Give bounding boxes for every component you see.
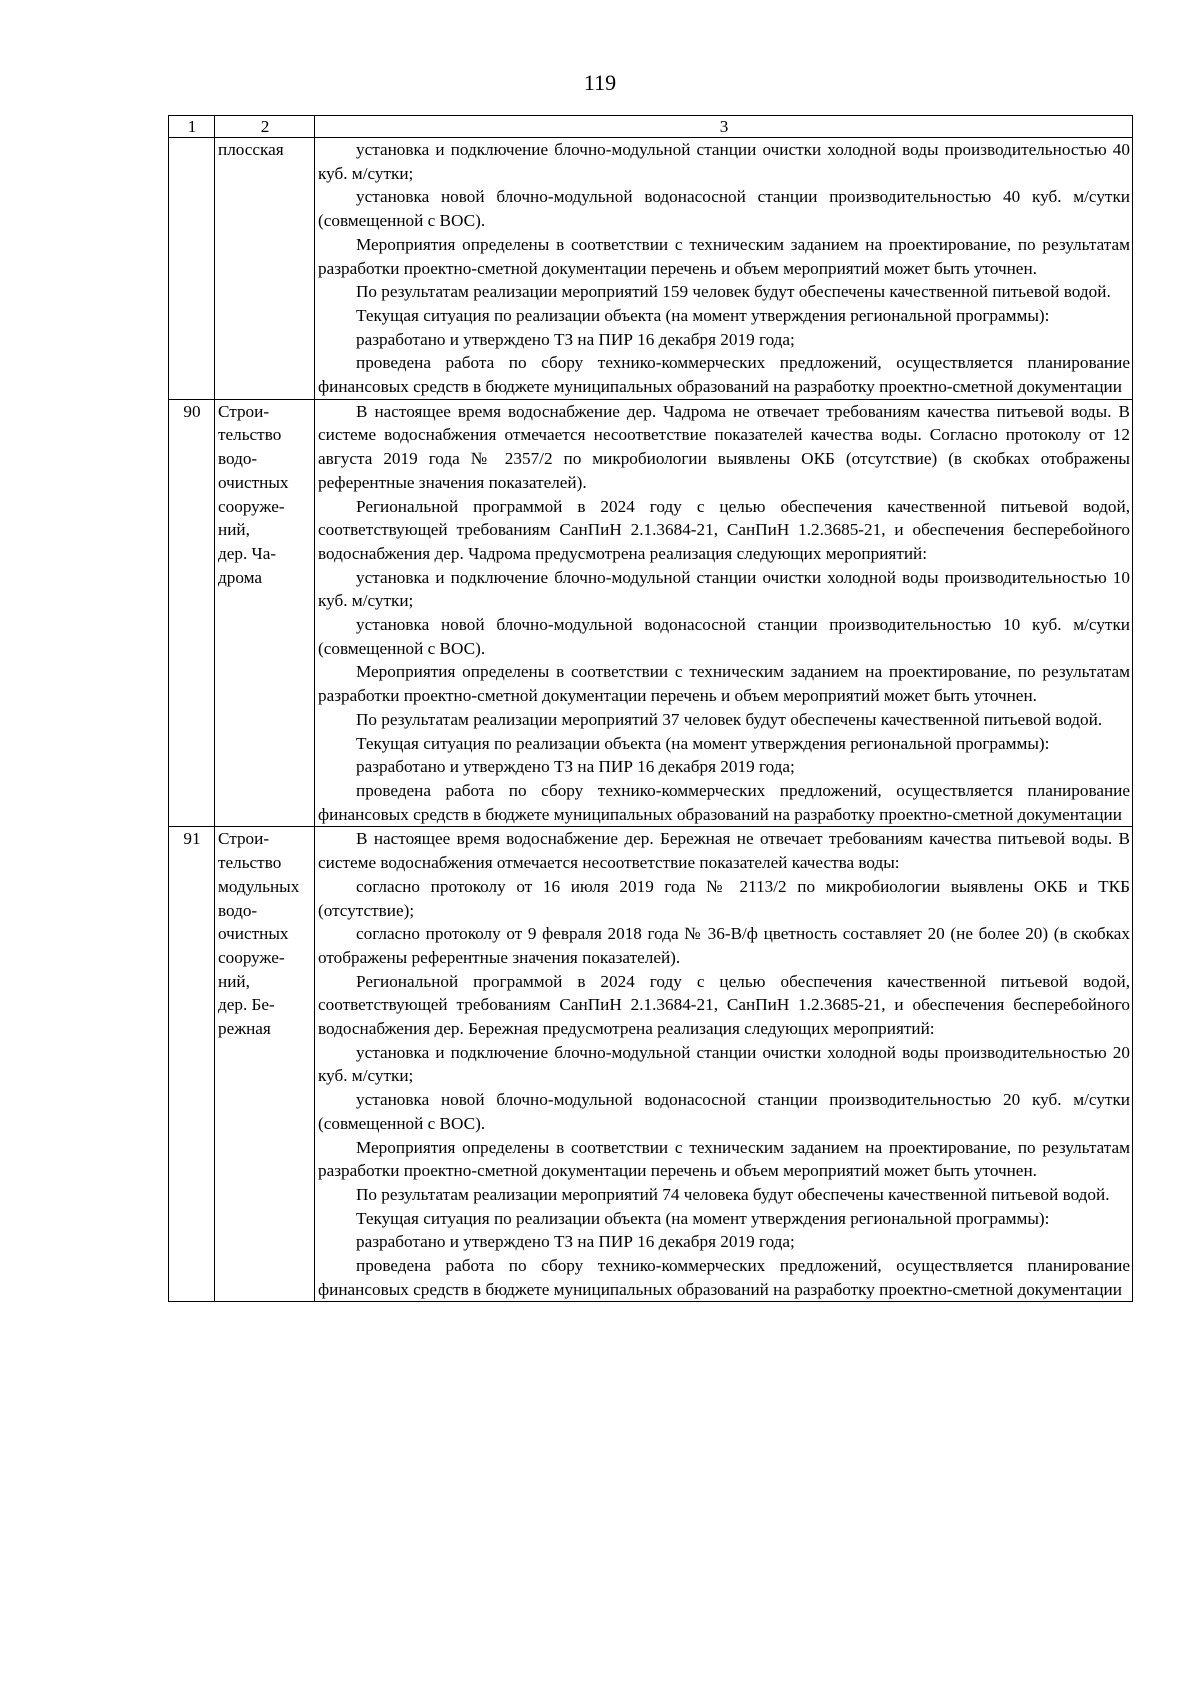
description-paragraph: Текущая ситуация по реализации объекта (на момент утверждения региональной программы):	[356, 733, 1050, 753]
description-paragraph: Мероприятия определены в соответствии с техническим заданием на проектирование, по результатам разработки проектно-сметной документации перечень и объем мероприятий может быть уточнен.	[318, 1137, 1130, 1181]
description-paragraph: Региональной программой в 2024 году с целью обеспечения качественной питьевой водой, соответствующей требованиям СанПиН 2.1.3684-21, СанПиН 1.2.3685-21, и обеспечения бесперебойного водоснабжения дер. Чадрома предусмотрена реализация следующих мероприятий:	[318, 496, 1130, 563]
description-paragraph: В настоящее время водоснабжение дер. Чадрома не отвечает требованиям качества питьевой воды. В системе водоснабжения отмечается несоответствие показателей качества воды. Согласно протоколу от 12 августа 2019 года № 2357/2 по микробиологии выявлены ОКБ (отсутствие) (в скобках отображены референтные значения показателей).	[318, 401, 1130, 492]
object-name: Строи- тельство модульных водо- очистных сооруже- ний, дер. Бе- режная	[215, 827, 315, 1302]
description-paragraph: По результатам реализации мероприятий 159 человек будут обеспечены качественной питьевой водой.	[356, 282, 1111, 302]
description-paragraph: установка новой блочно-модульной водонасосной станции производительностью 40 куб. м/сутки (совмещенной с ВОС).	[318, 187, 1130, 231]
description-paragraph: Региональной программой в 2024 году с целью обеспечения качественной питьевой водой, соответствующей требованиям СанПиН 2.1.3684-21, СанПиН 1.2.3685-21, и обеспечения бесперебойного водоснабжения дер. Бережная предусмотрена реализация следующих мероприятий:	[318, 971, 1130, 1039]
column-header-2: 2	[215, 116, 315, 138]
description-paragraph: установка новой блочно-модульной водонасосной станции производительностью 20 куб. м/сутки (совмещенной с ВОС).	[318, 1090, 1130, 1133]
row-number	[169, 138, 215, 400]
object-name: плосская	[215, 138, 315, 400]
table-row	[169, 827, 1133, 1302]
description-paragraph: проведена работа по сбору технико-коммерческих предложений, осуществляется планирование финансовых средств в бюджете муниципальных образований на разработку проектно-сметной документации	[318, 353, 1130, 397]
description-paragraph: По результатам реализации мероприятий 74 человека будут обеспечены качественной питьевой водой.	[356, 1184, 1110, 1204]
description-paragraph: Текущая ситуация по реализации объекта (на момент утверждения региональной программы):	[356, 1208, 1050, 1228]
row-number: 90	[169, 399, 215, 827]
description-paragraph: проведена работа по сбору технико-коммерческих предложений, осуществляется планирование финансовых средств в бюджете муниципальных образований на разработку проектно-сметной документации	[318, 1256, 1130, 1299]
description-paragraph: Текущая ситуация по реализации объекта (на момент утверждения региональной программы):	[356, 305, 1050, 325]
description-paragraph: По результатам реализации мероприятий 37 человек будут обеспечены качественной питьевой водой.	[356, 709, 1103, 729]
measures-description	[315, 138, 1133, 400]
table-row	[169, 399, 1133, 827]
description-paragraph: согласно протоколу от 9 февраля 2018 года № 36-В/ф цветность составляет 20 (не более 20) (в скобках отображены референтные значения показателей).	[318, 924, 1130, 967]
table-header-row	[169, 116, 1133, 138]
column-header-1: 1	[169, 116, 215, 138]
row-number: 91	[169, 827, 215, 1302]
object-name: Строи- тельство водо- очистных сооруже- ний, дер. Ча- дрома	[215, 399, 315, 827]
description-paragraph: разработано и утверждено ТЗ на ПИР 16 декабря 2019 года;	[356, 757, 795, 777]
description-paragraph: разработано и утверждено ТЗ на ПИР 16 декабря 2019 года;	[356, 329, 795, 349]
description-paragraph: В настоящее время водоснабжение дер. Бережная не отвечает требованиям качества питьевой воды. В системе водоснабжения отмечается несоответствие показателей качества воды:	[318, 829, 1130, 873]
description-paragraph: установка и подключение блочно-модульной станции очистки холодной воды производительностью 20 куб. м/сутки;	[318, 1042, 1130, 1086]
measures-description	[315, 827, 1133, 1302]
description-paragraph: разработано и утверждено ТЗ на ПИР 16 декабря 2019 года;	[356, 1232, 795, 1252]
measures-description	[315, 399, 1133, 827]
page-number: 119	[583, 70, 617, 95]
description-paragraph: согласно протоколу от 16 июля 2019 года № 2113/2 по микробиологии выявлены ОКБ и ТКБ (отсутствие);	[318, 876, 1130, 920]
description-paragraph: установка и подключение блочно-модульной станции очистки холодной воды производительностью 10 куб. м/сутки;	[318, 567, 1130, 611]
measures-table	[168, 115, 1133, 1302]
column-header-3: 3	[315, 116, 1133, 138]
table-row	[169, 138, 1133, 400]
description-paragraph: проведена работа по сбору технико-коммерческих предложений, осуществляется планирование финансовых средств в бюджете муниципальных образований на разработку проектно-сметной документации	[318, 780, 1130, 824]
description-paragraph: Мероприятия определены в соответствии с техническим заданием на проектирование, по результатам разработки проектно-сметной документации перечень и объем мероприятий может быть уточнен.	[318, 662, 1130, 706]
description-paragraph: установка и подключение блочно-модульной станции очистки холодной воды производительностью 40 куб. м/сутки;	[318, 140, 1130, 183]
description-paragraph: Мероприятия определены в соответствии с техническим заданием на проектирование, по результатам разработки проектно-сметной документации перечень и объем мероприятий может быть уточнен.	[318, 234, 1130, 278]
description-paragraph: установка новой блочно-модульной водонасосной станции производительностью 10 куб. м/сутки (совмещенной с ВОС).	[318, 615, 1130, 658]
